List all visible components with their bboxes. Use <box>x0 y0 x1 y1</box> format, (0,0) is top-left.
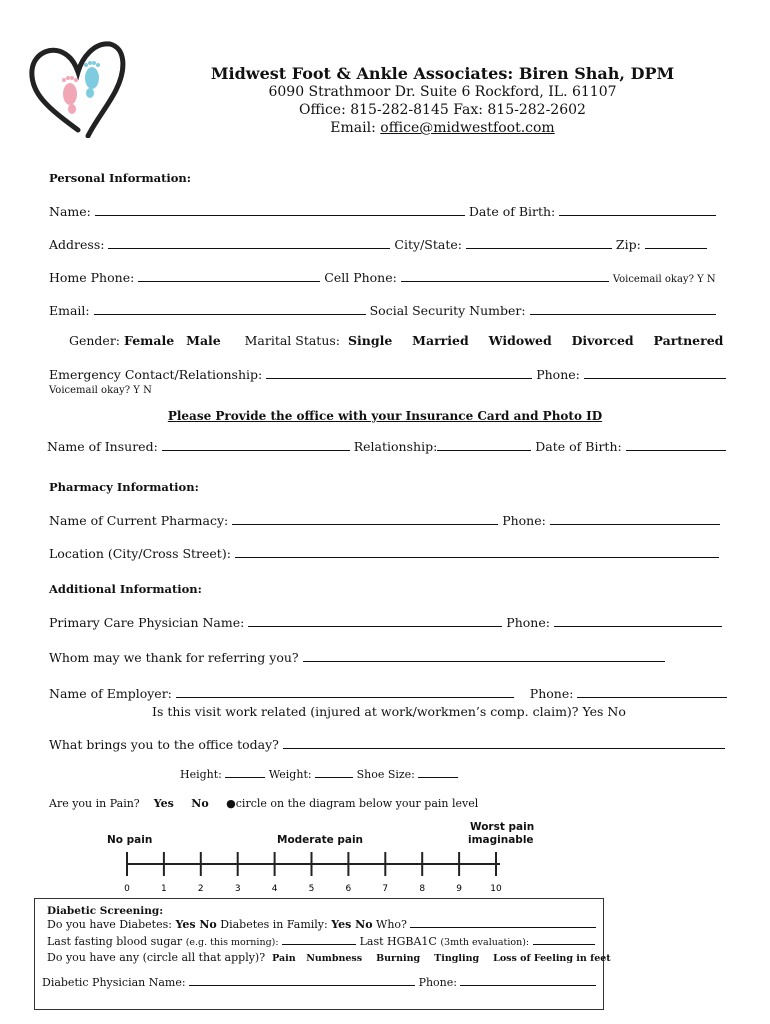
email-field-label: Email: <box>49 303 90 318</box>
measurements-row <box>180 768 458 781</box>
diabetic-heading: Diabetic Screening: <box>47 905 164 917</box>
diabetic-physician-label: Diabetic Physician Name: <box>42 976 186 989</box>
family-label: Diabetes in Family: <box>220 918 328 931</box>
weight-label: Weight: <box>268 768 312 781</box>
referral-row <box>49 650 665 665</box>
insurance-notice: Please Provide the office with your Insurance Card and Photo ID <box>167 409 603 423</box>
pain-scale-diagram[interactable] <box>100 848 540 898</box>
reason-label: What brings you to the office today? <box>49 737 279 752</box>
who-field[interactable] <box>410 918 596 928</box>
pain-scale-tick-label[interactable]: 8 <box>419 884 426 894</box>
pharmacy-field[interactable] <box>232 513 498 525</box>
practice-email-line <box>0 120 770 136</box>
pain-scale-left-label: No pain <box>107 834 153 846</box>
pcp-row <box>49 615 722 630</box>
pain-no[interactable]: No <box>191 797 209 810</box>
diabetic-physician-field[interactable] <box>189 976 415 986</box>
hgba1c-label: Last HGBA1C <box>359 935 437 948</box>
reason-field[interactable] <box>283 737 725 749</box>
fasting-note: (e.g. this morning): <box>185 937 279 948</box>
weight-field[interactable] <box>315 768 353 778</box>
emergency-label: Emergency Contact/Relationship: <box>49 367 263 382</box>
diabetes-row <box>47 918 596 931</box>
voicemail-label: Voicemail okay? Y N <box>612 274 716 285</box>
name-field[interactable] <box>95 204 465 216</box>
height-label: Height: <box>180 768 222 781</box>
employer-field[interactable] <box>176 686 514 698</box>
diabetic-physician-phone-field[interactable] <box>460 976 596 986</box>
zip-label: Zip: <box>615 237 641 252</box>
marital-married[interactable]: Married <box>412 333 469 348</box>
cell-phone-field[interactable] <box>401 270 609 282</box>
have-diabetes-label: Do you have Diabetes: <box>47 918 172 931</box>
pain-scale-mid-label: Moderate pain <box>277 834 364 846</box>
family-yes-no[interactable]: Yes No <box>331 918 373 931</box>
employer-phone-label: Phone: <box>529 686 574 701</box>
ssn-label: Social Security Number: <box>369 303 526 318</box>
gender-label: Gender: <box>69 333 121 348</box>
pain-yes[interactable]: Yes <box>153 797 174 810</box>
gender-marital-row <box>69 333 723 348</box>
pain-scale-tick-label[interactable]: 0 <box>124 884 130 894</box>
location-label: Location (City/Cross Street): <box>49 546 231 561</box>
pain-scale-tick-label[interactable]: 10 <box>490 884 502 894</box>
personal-heading: Personal Information: <box>49 171 192 185</box>
pain-scale-tick-label[interactable]: 7 <box>382 884 389 894</box>
pain-row <box>49 797 478 810</box>
height-field[interactable] <box>225 768 265 778</box>
pain-scale-tick-label[interactable]: 3 <box>234 884 241 894</box>
pain-scale-tick-label[interactable]: 6 <box>345 884 352 894</box>
cell-phone-label: Cell Phone: <box>324 270 397 285</box>
address-row <box>49 237 707 252</box>
pharmacy-phone-field[interactable] <box>550 513 720 525</box>
pharmacy-label: Name of Current Pharmacy: <box>49 513 229 528</box>
insured-dob-label: Date of Birth: <box>535 439 622 454</box>
blood-sugar-row <box>47 935 595 948</box>
marital-widowed[interactable]: Widowed <box>488 333 552 348</box>
insured-dob-field[interactable] <box>626 439 726 451</box>
insured-row <box>47 439 726 454</box>
gender-male[interactable]: Male <box>186 333 221 348</box>
home-phone-label: Home Phone: <box>49 270 135 285</box>
pcp-label: Primary Care Physician Name: <box>49 615 245 630</box>
employer-row <box>49 686 727 701</box>
dob-label: Date of Birth: <box>468 204 556 219</box>
voicemail-label-2: Voicemail okay? Y N <box>49 385 152 396</box>
relationship-label: Relationship: <box>353 439 438 454</box>
pain-scale-tick-label[interactable]: 5 <box>308 884 315 894</box>
emergency-phone-field[interactable] <box>584 367 726 379</box>
location-row <box>49 546 719 561</box>
fasting-field[interactable] <box>282 935 356 945</box>
pain-scale-right-label-2: imaginable <box>468 834 534 846</box>
pain-scale-tick-label[interactable]: 1 <box>161 884 167 894</box>
dob-field[interactable] <box>559 204 716 216</box>
diabetic-physician-row <box>42 976 596 989</box>
additional-heading: Additional Information: <box>49 582 202 596</box>
reason-row <box>49 737 725 752</box>
location-field[interactable] <box>235 546 719 558</box>
emergency-phone-label: Phone: <box>536 367 580 382</box>
pharmacy-row <box>49 513 720 528</box>
city-state-label: City/State: <box>394 237 462 252</box>
hgba1c-note: (3mth evaluation): <box>440 937 530 948</box>
address-label: Address: <box>49 237 105 252</box>
employer-label: Name of Employer: <box>49 686 172 701</box>
zip-field[interactable] <box>645 237 707 249</box>
pharmacy-phone-label: Phone: <box>502 513 546 528</box>
relationship-field[interactable] <box>437 439 531 451</box>
name-row <box>49 204 716 219</box>
who-label: Who? <box>376 918 407 931</box>
insured-field[interactable] <box>162 439 350 451</box>
email-label: Email: <box>330 120 381 136</box>
referral-label: Whom may we thank for referring you? <box>49 650 299 665</box>
email-link[interactable]: office@midwestfoot.com <box>380 120 555 136</box>
shoe-size-field[interactable] <box>418 768 458 778</box>
marital-single[interactable]: Single <box>347 333 393 348</box>
pain-scale-tick-label[interactable]: 4 <box>271 884 278 894</box>
referral-field[interactable] <box>303 650 665 662</box>
pcp-field[interactable] <box>248 615 502 627</box>
symptom-loss-of-feeling[interactable]: Loss of Feeling in feet <box>493 953 611 964</box>
diabetic-physician-phone-label: Phone: <box>418 976 457 989</box>
practice-address: 6090 Strathmoor Dr. Suite 6 Rockford, IL. 61107 <box>268 84 617 100</box>
work-related-question: Is this visit work related (injured at work/workmen’s comp. claim)? Yes No <box>152 704 626 719</box>
address-field[interactable] <box>108 237 390 249</box>
practice-phones: Office: 815-282-8145 Fax: 815-282-2602 <box>299 102 586 118</box>
symptom-burning[interactable]: Burning <box>376 953 421 964</box>
shoe-size-label: Shoe Size: <box>356 768 415 781</box>
email-row <box>49 303 716 318</box>
city-state-field[interactable] <box>466 237 612 249</box>
marital-divorced[interactable]: Divorced <box>571 333 634 348</box>
hgba1c-field[interactable] <box>533 935 595 945</box>
symptoms-row <box>47 951 611 964</box>
phone-row <box>49 270 716 285</box>
name-label: Name: <box>49 204 91 219</box>
email-field[interactable] <box>94 303 366 315</box>
practice-title: Midwest Foot & Ankle Associates: Biren Shah, DPM <box>210 64 675 83</box>
symptoms-label: Do you have any (circle all that apply)? <box>47 951 266 964</box>
pain-question: Are you in Pain? <box>49 797 140 810</box>
employer-phone-field[interactable] <box>577 686 727 698</box>
emergency-field[interactable] <box>266 367 532 379</box>
marital-label: Marital Status: <box>244 333 341 348</box>
pain-instruction: ●circle on the diagram below your pain level <box>226 797 479 810</box>
insured-label: Name of Insured: <box>47 439 158 454</box>
pcp-phone-field[interactable] <box>554 615 722 627</box>
pain-scale-right-label-1: Worst pain <box>470 821 535 833</box>
pain-scale-tick-label[interactable]: 9 <box>456 884 462 894</box>
pain-scale-tick-label[interactable]: 2 <box>197 884 204 894</box>
symptom-numbness[interactable]: Numbness <box>306 953 363 964</box>
gender-female[interactable]: Female <box>124 333 175 348</box>
have-diabetes-yes-no[interactable]: Yes No <box>175 918 217 931</box>
symptom-pain[interactable]: Pain <box>272 953 296 964</box>
pcp-phone-label: Phone: <box>506 615 550 630</box>
emergency-row <box>49 367 726 382</box>
ssn-field[interactable] <box>530 303 716 315</box>
marital-partnered[interactable]: Partnered <box>653 333 724 348</box>
home-phone-field[interactable] <box>138 270 320 282</box>
fasting-label: Last fasting blood sugar <box>47 935 183 948</box>
pharmacy-heading: Pharmacy Information: <box>49 480 199 494</box>
symptom-tingling[interactable]: Tingling <box>434 953 480 964</box>
